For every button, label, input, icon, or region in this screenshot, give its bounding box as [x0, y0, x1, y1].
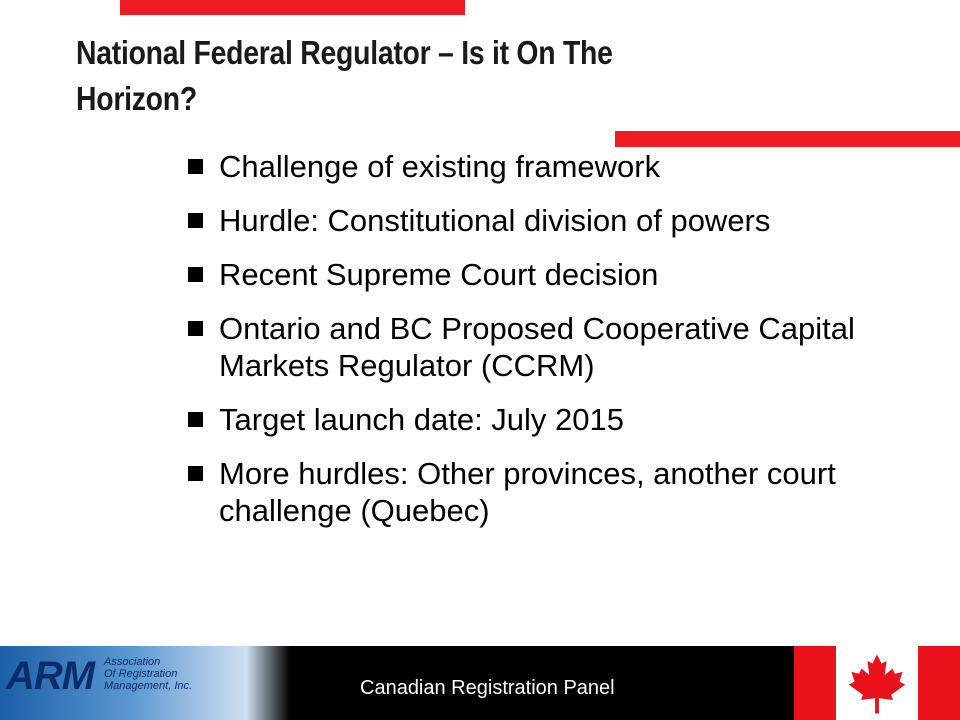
maple-leaf-icon [845, 652, 909, 716]
square-bullet-icon [188, 213, 203, 228]
logo-line: Association [104, 656, 161, 668]
square-bullet-icon [188, 159, 203, 174]
right-accent-bar [615, 131, 960, 147]
logo-line: Management, Inc. [104, 680, 193, 692]
square-bullet-icon [188, 267, 203, 282]
bullet-text: More hurdles: Other provinces, another court challenge (Quebec) [219, 456, 836, 528]
footer-bar [0, 646, 960, 720]
bullet-text: Ontario and BC Proposed Cooperative Capital Markets Regulator (CCRM) [219, 311, 855, 383]
slide-title: National Federal Regulator – Is it On The Horizon? [76, 34, 613, 117]
bullet-list [186, 148, 906, 546]
top-accent-bar [120, 0, 465, 15]
bullet-item [186, 202, 906, 239]
arm-logo [0, 646, 290, 720]
bullet-text: Challenge of existing framework [219, 149, 661, 184]
bullet-item [186, 310, 906, 384]
bullet-text: Target launch date: July 2015 [219, 402, 624, 437]
bullet-item [186, 401, 906, 438]
bullet-text: Hurdle: Constitutional division of powers [219, 203, 771, 238]
logo-line: Of Registration [104, 668, 178, 680]
bullet-item [186, 455, 906, 529]
square-bullet-icon [188, 466, 203, 481]
bullet-text: Recent Supreme Court decision [219, 257, 659, 292]
canada-flag-icon [794, 646, 960, 720]
bullet-item [186, 148, 906, 185]
logo-text [104, 656, 192, 692]
logo-mark: ARM [6, 654, 95, 698]
square-bullet-icon [188, 412, 203, 427]
footer-caption: Canadian Registration Panel [360, 677, 615, 699]
square-bullet-icon [188, 321, 203, 336]
bullet-item [186, 256, 906, 293]
